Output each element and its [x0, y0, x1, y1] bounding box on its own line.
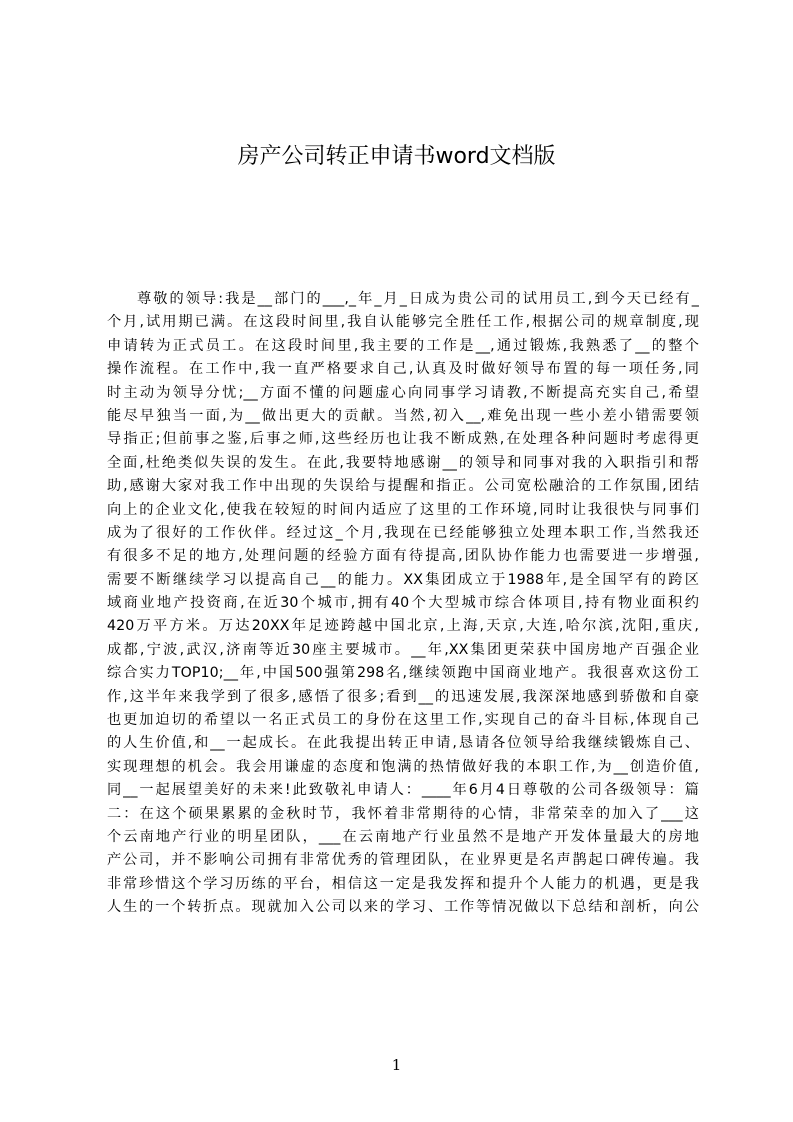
document-body	[107, 288, 699, 920]
body-line: 综合实力TOP10;__年,中国500强第298名,继续领跑中国商业地产。我很喜欢这份工	[107, 665, 699, 682]
body-line: 非常珍惜这个学习历练的平台，相信这一定是我发挥和提升个人能力的机遇，更是我	[107, 875, 699, 892]
body-line: 个月,试用期已满。在这段时间里,我自认能够完全胜任工作,根据公司的规章制度,现	[107, 314, 699, 331]
body-line: 420万平方米。万达20XX年足迹跨越中国北京,上海,天京,大连,哈尔滨,沈阳,重庆,	[107, 618, 699, 635]
body-line: 成都,宁波,武汉,济南等近30座主要城市。__年,XX集团更荣获中国房地产百强企业	[107, 641, 699, 658]
body-line: 能尽早独当一面,为__做出更大的贡献。当然,初入__,难免出现一些小差小错需要领	[107, 407, 699, 424]
body-line: 成为了很好的工作伙伴。经过这_个月,我现在已经能够独立处理本职工作,当然我还	[107, 524, 699, 541]
body-line: 全面,杜绝类似失误的发生。在此,我要特地感谢__的领导和同事对我的入职指引和帮	[107, 454, 699, 471]
body-line: 导指正;但前事之鉴,后事之师,这些经历也让我不断成熟,在处理各种问题时考虑得更	[107, 431, 699, 448]
body-line: 助,感谢大家对我工作中出现的失误给与提醒和指正。公司宽松融洽的工作氛围,团结	[107, 478, 699, 495]
body-line: 向上的企业文化,使我在较短的时间内适应了这里的工作环境,同时让我很快与同事们	[107, 501, 699, 518]
body-line: 人生的一个转折点。现就加入公司以来的学习、工作等情况做以下总结和剖析，向公	[107, 899, 699, 916]
body-line: 申请转为正式员工。在这段时间里,我主要的工作是__,通过锻炼,我熟悉了__的整个	[107, 337, 699, 354]
body-line: 同__一起展望美好的未来!此致敬礼申请人：____年6月4日尊敬的公司各级领导：篇	[107, 782, 699, 799]
body-line: 时主动为领导分忧;__方面不懂的问题虚心向同事学习请教,不断提高充实自己,希望	[107, 384, 699, 401]
body-line: 需要不断继续学习以提高自己__的能力。XX集团成立于1988年,是全国罕有的跨区	[107, 571, 699, 588]
body-line: 有很多不足的地方,处理问题的经验方面有待提高,团队协作能力也需要进一步增强,	[107, 548, 699, 565]
body-line: 操作流程。在工作中,我一直严格要求自己,认真及时做好领导布置的每一项任务,同	[107, 361, 699, 378]
body-line: 作,这半年来我学到了很多,感悟了很多;看到__的迅速发展,我深深地感到骄傲和自豪	[107, 688, 699, 705]
document-title: 房产公司转正申请书word文档版	[237, 144, 556, 169]
body-line: 二：在这个硕果累累的金秋时节，我怀着非常期待的心情，非常荣幸的加入了___这	[107, 805, 699, 822]
body-line: 尊敬的领导:我是__部门的___,_年_月_日成为贵公司的试用员工,到今天已经有_	[137, 291, 699, 307]
body-line: 实现理想的机会。我会用谦虚的态度和饱满的热情做好我的本职工作,为__创造价值,	[107, 758, 699, 775]
body-line: 的人生价值,和__一起成长。在此我提出转正申请,恳请各位领导给我继续锻炼自己、	[107, 735, 699, 752]
body-line: 个云南地产行业的明星团队，___在云南地产行业虽然不是地产开发体量最大的房地	[107, 828, 699, 845]
body-line: 也更加迫切的希望以一名正式员工的身份在这里工作,实现自己的奋斗目标,体现自己	[107, 712, 699, 729]
page-number: 1	[391, 1056, 402, 1074]
body-line: 产公司，并不影响公司拥有非常优秀的管理团队，在业界更是名声鹊起口碑传遍。我	[107, 852, 699, 869]
body-line: 域商业地产投资商,在近30个城市,拥有40个大型城市综合体项目,持有物业面积约	[107, 595, 699, 612]
